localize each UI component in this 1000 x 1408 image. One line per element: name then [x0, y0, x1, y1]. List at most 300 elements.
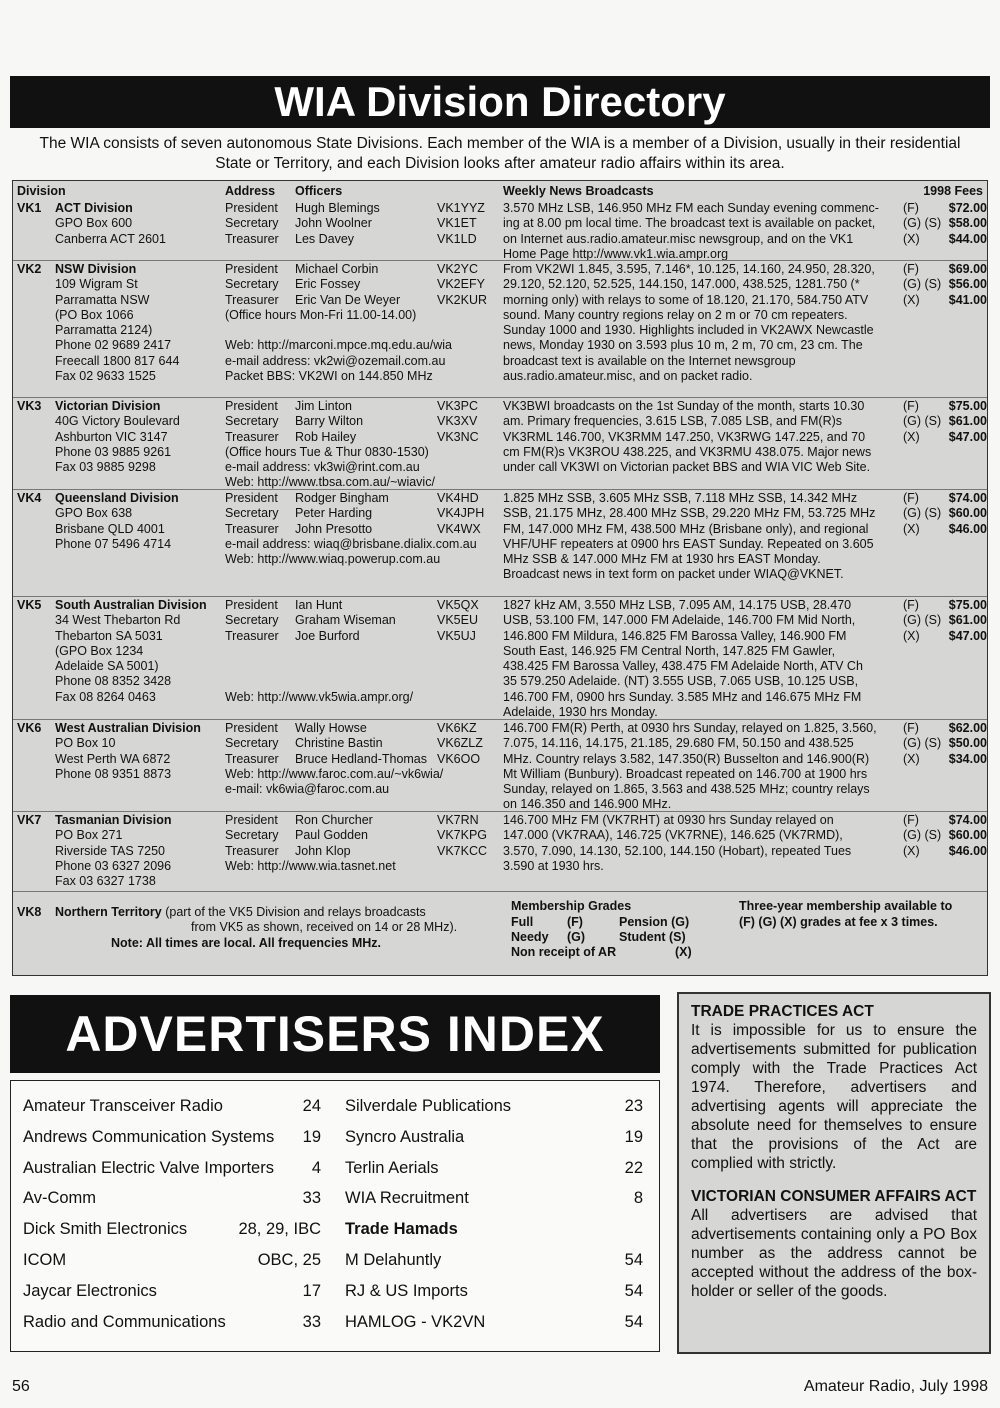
advertiser-row	[23, 1282, 321, 1313]
division-officers	[225, 813, 515, 874]
address-line: Phone 03 6327 2096	[55, 858, 172, 873]
division-address	[55, 491, 231, 552]
officer-role: President	[225, 201, 278, 215]
officer-callsign: VK7RN	[437, 813, 479, 827]
officer-callsign: VK1ET	[437, 216, 477, 231]
news-line: Broadcast news in text form on packet under WIAQ@VKNET.	[503, 567, 844, 582]
officer-callsign: VK6KZ	[437, 721, 477, 735]
officer-name: Ian Hunt	[295, 598, 343, 612]
fee-value: $69.00	[948, 262, 987, 276]
fee-value: $60.00	[948, 828, 987, 843]
division-officers	[225, 262, 515, 384]
fee-grade: (G) (S)	[903, 736, 942, 751]
advertiser-row	[23, 1251, 321, 1282]
contact-line	[225, 644, 515, 659]
officer-role: Secretary	[225, 736, 279, 751]
grade-pension: Pension (G)	[619, 915, 690, 929]
advertiser-page: 33	[302, 1189, 321, 1208]
three-year-line-1: Three-year membership available to	[739, 899, 953, 913]
division-name: NSW Division	[55, 262, 137, 276]
grade-student: Student (S)	[619, 930, 686, 944]
officer-name: Paul Godden	[295, 828, 368, 843]
division-officers	[225, 598, 515, 705]
division-separator	[13, 260, 987, 261]
contact-line: (Office hours Tue & Thur 0830-1530)	[225, 444, 429, 459]
division-separator	[13, 719, 987, 720]
header-officers: Officers	[295, 184, 343, 198]
fee-grade: (G) (S)	[903, 828, 942, 843]
officer-name: Barry Wilton	[295, 414, 364, 429]
address-line: Parramatta NSW	[55, 292, 150, 307]
advertiser-name: HAMLOG - VK2VN	[345, 1312, 486, 1331]
fee-row	[903, 736, 987, 751]
officer-name: Peter Harding	[295, 506, 373, 521]
advertiser-name: Terlin Aerials	[345, 1158, 439, 1177]
address-line: Adelaide SA 5001)	[55, 659, 159, 674]
officer-callsign: VK5EU	[437, 613, 478, 628]
address-line: Parramatta 2124)	[55, 323, 153, 338]
fee-value: $61.00	[948, 613, 987, 628]
advertiser-page: 54	[624, 1281, 643, 1300]
address-line: Phone 08 8352 3428	[55, 674, 172, 689]
address-line: 40G Victory Boulevard	[55, 414, 180, 429]
address-line: Phone 03 9885 9261	[55, 444, 172, 459]
officer-name: Rodger Bingham	[295, 491, 389, 505]
fee-row	[903, 293, 987, 308]
fee-value: $62.00	[948, 721, 987, 735]
advertiser-row	[23, 1313, 321, 1344]
contact-line: Packet BBS: VK2WI on 144.850 MHz	[225, 369, 433, 384]
news-line: broadcast text is available on the Internet newsgroup	[503, 353, 796, 368]
news-line: VK3RML 146.700, VK3RMM 147.250, VK3RWG 147.225, and 70	[503, 429, 866, 444]
fee-grade: (X)	[903, 292, 920, 307]
division-name: West Australian Division	[55, 721, 201, 735]
advertisers-title: ADVERTISERS INDEX	[10, 995, 660, 1073]
fee-row	[903, 262, 987, 277]
division-fees	[903, 399, 987, 445]
address-line: Ashburton VIC 3147	[55, 429, 168, 444]
fee-grade: (F)	[903, 399, 919, 413]
officer-row	[225, 844, 515, 859]
officer-callsign: VK3NC	[437, 429, 479, 444]
advertiser-page: 54	[624, 1312, 643, 1331]
magazine-issue: Amateur Radio, July 1998	[803, 1378, 988, 1395]
advertisers-left-column	[23, 1097, 321, 1343]
advertiser-page: 23	[624, 1097, 643, 1115]
fee-row	[903, 613, 987, 628]
division-code: VK1	[17, 201, 42, 215]
grade-needy: Needy	[511, 930, 549, 944]
officer-row	[225, 598, 515, 613]
trade-practices-text: It is impossible for us to ensure the advertisements submitted for publication comply with the Trade Practices Act 1974. Therefore, advertisers and advertising agents will appreciate the absolute need for themselves to ensure that the provisions of the Act are complied with strictly.	[691, 1022, 977, 1172]
advertiser-row	[23, 1159, 321, 1190]
division-news	[503, 399, 911, 475]
fee-row	[903, 399, 987, 414]
officer-name: Ron Churcher	[295, 813, 373, 827]
division-officers	[225, 399, 515, 491]
contact-line	[225, 323, 515, 338]
news-line: 35 579.250 Adelaide. (NT) 3.555 USB, 7.065 USB, 10.125 USB,	[503, 674, 859, 689]
news-line: 146.700 FM, 0900 hrs Sunday. 3.585 MHz and 146.675 MHz FM	[503, 689, 862, 704]
contact-line: Web: http://www.faroc.com.au/~vk6wia/	[225, 766, 444, 781]
address-line: 109 Wigram St	[55, 277, 138, 292]
division-separator	[13, 489, 987, 490]
fee-grade: (G) (S)	[903, 506, 942, 521]
division-fees	[903, 262, 987, 308]
legal-notice	[677, 992, 991, 1354]
advertisers-index	[10, 1080, 660, 1352]
division-separator	[13, 397, 987, 398]
division-separator	[13, 891, 987, 892]
officer-role: Secretary	[225, 613, 279, 628]
officer-name: Wally Howse	[295, 721, 367, 735]
advertiser-name: Andrews Communication Systems	[23, 1127, 275, 1146]
page-title: WIA Division Directory	[10, 76, 990, 128]
division-address	[55, 598, 231, 705]
division-name: Tasmanian Division	[55, 813, 172, 827]
news-line: 3.570, 7.090, 14.130, 52.100, 144.150 (Hobart), repeated Tues	[503, 843, 852, 858]
fee-value: $47.00	[948, 429, 987, 444]
advertiser-row	[345, 1159, 643, 1190]
address-line: Fax 03 9885 9298	[55, 460, 156, 475]
division-news	[503, 262, 911, 384]
division-name: Queensland Division	[55, 491, 179, 505]
contact-line: Web: http://marconi.mpce.mq.edu.au/wia	[225, 338, 452, 353]
officer-name: Eric Van De Weyer	[295, 292, 401, 307]
address-line: PO Box 10	[55, 736, 116, 751]
officer-role: Treasurer	[225, 231, 279, 246]
news-line: 1827 kHz AM, 3.550 MHz LSB, 7.095 AM, 14.175 USB, 28.470	[503, 598, 852, 612]
fee-row	[903, 721, 987, 736]
officer-name: Jim Linton	[295, 399, 352, 413]
fee-value: $44.00	[948, 231, 987, 246]
division-separator	[13, 811, 987, 812]
news-line: news, Monday 1930 on 3.593 plus 10 m, 2 m, 70 cm, 23 cm. The	[503, 338, 863, 353]
news-line: cm FM(R)s VK3ROU 438.225, and VK3RMU 438.075. Major news	[503, 444, 872, 459]
division-code: VK3	[17, 399, 42, 413]
advertiser-name: Australian Electric Valve Importers	[23, 1158, 274, 1177]
fee-row	[903, 201, 987, 216]
division-address	[55, 262, 231, 384]
fee-grade: (F)	[903, 813, 919, 827]
officer-role: President	[225, 262, 278, 276]
division-code: VK6	[17, 721, 42, 735]
officer-role: Treasurer	[225, 843, 279, 858]
news-line: Mt William (Bunbury). Broadcast repeated on 146.700 at 1900 hrs	[503, 766, 868, 781]
advertiser-row	[345, 1220, 643, 1251]
fee-value: $60.00	[948, 506, 987, 521]
advertiser-page: 8	[633, 1189, 643, 1208]
officer-role: Secretary	[225, 277, 279, 292]
fee-grade: (X)	[903, 843, 920, 858]
officer-row	[225, 262, 515, 277]
officer-row	[225, 506, 515, 521]
fee-grade: (X)	[903, 521, 920, 536]
division-address	[55, 201, 231, 247]
times-note: Note: All times are local. All frequencies MHz.	[111, 936, 381, 950]
page-number: 56	[12, 1378, 30, 1395]
fee-grade: (X)	[903, 751, 920, 766]
news-line: ing at 8.00 pm local time. The broadcast text is available on packet,	[503, 216, 876, 231]
news-line: aus.radio.amateur.misc, and on packet radio.	[503, 369, 753, 384]
fee-row	[903, 277, 987, 292]
grade-needy-code: (G)	[567, 930, 586, 944]
address-line: PO Box 271	[55, 828, 123, 843]
officer-row	[225, 491, 515, 506]
officer-name: Graham Wiseman	[295, 613, 396, 628]
officer-name: Joe Burford	[295, 628, 360, 643]
advertiser-page: 22	[624, 1158, 643, 1177]
officer-role: Treasurer	[225, 292, 279, 307]
officer-callsign: VK7KCC	[437, 843, 488, 858]
advertiser-name: RJ & US Imports	[345, 1281, 468, 1300]
division-name: South Australian Division	[55, 598, 207, 612]
officer-callsign: VK2EFY	[437, 277, 485, 292]
officer-row	[225, 828, 515, 843]
officer-callsign: VK3XV	[437, 414, 478, 429]
fee-grade: (F)	[903, 262, 919, 276]
fee-row	[903, 491, 987, 506]
contact-line: e-mail address: vk3wi@rint.com.au	[225, 460, 420, 475]
trade-practices-heading: TRADE PRACTICES ACT	[691, 1003, 874, 1020]
officer-role: President	[225, 399, 278, 413]
contact-line: Web: http://www.wia.tasnet.net	[225, 858, 396, 873]
news-line: 146.700 FM(R) Perth, at 0930 hrs Sunday, relayed on 1.825, 3.560,	[503, 721, 877, 735]
fee-value: $58.00	[948, 216, 987, 231]
contact-line: Web: http://www.vk5wia.ampr.org/	[225, 689, 414, 704]
officer-name: Christine Bastin	[295, 736, 383, 751]
fee-value: $50.00	[948, 736, 987, 751]
news-line: 438.425 FM Barossa Valley, 438.475 FM Adelaide North, ATV Ch	[503, 659, 863, 674]
advertiser-row	[23, 1220, 321, 1251]
officer-row	[225, 813, 515, 828]
fee-value: $72.00	[948, 201, 987, 215]
advertiser-name: Radio and Communications	[23, 1312, 226, 1331]
officer-callsign: VK6ZLZ	[437, 736, 483, 751]
address-line: (PO Box 1066	[55, 307, 134, 322]
officer-row	[225, 613, 515, 628]
officer-callsign: VK2KUR	[437, 292, 488, 307]
fee-value: $34.00	[948, 751, 987, 766]
news-line: 146.800 FM Mildura, 146.825 FM Barossa Valley, 146.900 FM	[503, 628, 847, 643]
advertiser-name: Av-Comm	[23, 1189, 97, 1208]
news-line: MHz. Country relays 3.582, 147.350(R) Busselton and 146.900(R)	[503, 751, 870, 766]
fee-grade: (X)	[903, 628, 920, 643]
officer-name: John Woolner	[295, 216, 372, 231]
division-officers	[225, 721, 515, 797]
officer-role: Secretary	[225, 506, 279, 521]
news-line: 147.000 (VK7RAA), 146.725 (VK7RNE), 146.625 (VK7RMD),	[503, 828, 843, 843]
fee-row	[903, 598, 987, 613]
advertiser-row	[345, 1313, 643, 1344]
division-fees	[903, 491, 987, 537]
advertiser-name: Jaycar Electronics	[23, 1281, 157, 1300]
contact-line: (Office hours Mon-Fri 11.00-14.00)	[225, 307, 417, 322]
fee-row	[903, 522, 987, 537]
news-line: 29.120, 52.120, 52.525, 144.150, 147.000, 438.525, 1281.750 (*	[503, 277, 860, 292]
officer-callsign: VK6OO	[437, 751, 481, 766]
fee-value: $61.00	[948, 414, 987, 429]
fee-row	[903, 414, 987, 429]
officer-callsign: VK4HD	[437, 491, 479, 505]
advertiser-page: 33	[302, 1312, 321, 1331]
grades-title: Membership Grades	[511, 899, 632, 913]
address-line: Phone 08 9351 8873	[55, 766, 172, 781]
news-line: 146.700 MHz FM (VK7RHT) at 0930 hrs Sunday relayed on	[503, 813, 834, 827]
advertisers-right-column	[345, 1097, 643, 1343]
advertiser-name: M Delahuntly	[345, 1250, 442, 1269]
officer-row	[225, 736, 515, 751]
news-line: 3.570 MHz LSB, 146.950 MHz FM each Sunday evening commenc-	[503, 201, 879, 215]
fee-row	[903, 506, 987, 521]
fee-grade: (X)	[903, 231, 920, 246]
officer-row	[225, 232, 515, 247]
address-line: West Perth WA 6872	[55, 751, 171, 766]
officer-callsign: VK4WX	[437, 521, 481, 536]
advertiser-row	[345, 1097, 643, 1128]
officer-callsign: VK2YC	[437, 262, 478, 276]
division-news	[503, 491, 911, 583]
officer-name: Eric Fossey	[295, 277, 361, 292]
fee-row	[903, 813, 987, 828]
address-line: Phone 07 5496 4714	[55, 536, 172, 551]
fee-grade: (F)	[903, 201, 919, 215]
officer-row	[225, 216, 515, 231]
news-line: MHz SSB & 147.000 MHz FM at 1930 hrs EAST Monday.	[503, 552, 821, 567]
news-line: From VK2WI 1.845, 3.595, 7.146*, 10.125, 14.160, 24.950, 28.320,	[503, 262, 875, 276]
officer-role: Treasurer	[225, 628, 279, 643]
officer-name: Rob Hailey	[295, 429, 357, 444]
header-fees: 1998 Fees	[923, 184, 983, 198]
officer-row	[225, 522, 515, 537]
fee-value: $75.00	[948, 399, 987, 413]
division-code: VK4	[17, 491, 42, 505]
officer-row	[225, 752, 515, 767]
division-news	[503, 598, 911, 720]
address-line: Canberra ACT 2601	[55, 231, 166, 246]
contact-line: Web: http://www.tbsa.com.au/~wiavic/	[225, 475, 435, 490]
division-officers	[225, 201, 515, 247]
grade-nonreceipt: Non receipt of AR	[511, 945, 617, 959]
officer-row	[225, 721, 515, 736]
officer-callsign: VK1YYZ	[437, 201, 485, 215]
division-separator	[13, 596, 987, 597]
contact-line: e-mail address: wiaq@brisbane.dialix.com.au	[225, 536, 477, 551]
news-line: USB, 53.100 FM, 147.000 FM Adelaide, 146.700 FM Mid North,	[503, 613, 856, 628]
advertiser-page: 24	[302, 1097, 321, 1115]
fee-value: $41.00	[948, 292, 987, 307]
three-year-line-2: (F) (G) (X) grades at fee x 3 times.	[739, 915, 938, 929]
officer-row	[225, 277, 515, 292]
advertiser-name: Silverdale Publications	[345, 1097, 512, 1115]
news-line: 7.075, 14.116, 14.175, 21.185, 29.680 FM, 50.150 and 438.525	[503, 736, 854, 751]
fee-grade: (G) (S)	[903, 277, 942, 292]
officer-role: Secretary	[225, 414, 279, 429]
consumer-affairs-text: All advertisers are advised that advertisements containing only a PO Box number as the address cannot be accepted without the address of the box-holder or seller of the goods.	[691, 1207, 977, 1300]
news-line: SSB, 21.175 MHz, 28.400 MHz SSB, 29.220 MHz FM, 53.725 MHz	[503, 506, 876, 521]
officer-row	[225, 430, 515, 445]
officer-callsign: VK3PC	[437, 399, 478, 413]
news-line: Sunday 1000 and 1930. Highlights included in VK2AWX Newcastle	[503, 323, 874, 338]
advertiser-page: 4	[311, 1158, 321, 1177]
news-line: Sunday, relayed on 1.865, 3.563 and 438.525 MHz; country relays	[503, 782, 870, 797]
address-line: GPO Box 638	[55, 506, 133, 521]
fee-row	[903, 828, 987, 843]
contact-line	[225, 674, 515, 689]
advertiser-row	[345, 1282, 643, 1313]
address-line: (GPO Box 1234	[55, 643, 144, 658]
fee-value: $47.00	[948, 628, 987, 643]
grade-nonreceipt-code: (X)	[675, 945, 692, 959]
division-news	[503, 721, 911, 813]
officer-name: John Klop	[295, 843, 351, 858]
vk8-text: (part of the VK5 Division and relays broadcasts	[165, 905, 426, 919]
fee-value: $74.00	[948, 491, 987, 505]
news-line: 3.590 at 1930 hrs.	[503, 858, 604, 873]
contact-line: e-mail: vk6wia@faroc.com.au	[225, 782, 390, 797]
advertiser-name: Dick Smith Electronics	[23, 1220, 188, 1239]
officer-role: Treasurer	[225, 751, 279, 766]
officer-callsign: VK5UJ	[437, 628, 476, 643]
officer-row	[225, 399, 515, 414]
officer-name: Michael Corbin	[295, 262, 379, 276]
intro-text: The WIA consists of seven autonomous State Divisions. Each member of the WIA is a member of a Division, usually in their residential State or Territory, and each Division looks after amateur radio affairs within its area.	[39, 135, 961, 172]
officer-row	[225, 201, 515, 216]
address-line: Riverside TAS 7250	[55, 843, 166, 858]
division-officers	[225, 491, 515, 567]
address-line: 34 West Thebarton Rd	[55, 613, 181, 628]
officer-name: John Presotto	[295, 521, 373, 536]
advertiser-row	[345, 1251, 643, 1282]
fee-grade: (X)	[903, 429, 920, 444]
header-division: Division	[17, 184, 66, 198]
division-news	[503, 813, 911, 874]
news-line: morning only) with relays to some of 18.120, 21.170, 584.750 ATV	[503, 292, 869, 307]
officer-name: Les Davey	[295, 231, 355, 246]
address-line: Fax 02 9633 1525	[55, 369, 156, 384]
fee-value: $56.00	[948, 277, 987, 292]
fee-row	[903, 430, 987, 445]
officer-row	[225, 293, 515, 308]
advertiser-row	[345, 1128, 643, 1159]
fee-row	[903, 844, 987, 859]
division-address	[55, 813, 231, 889]
advertiser-row	[345, 1189, 643, 1220]
fee-grade: (F)	[903, 491, 919, 505]
advertiser-row	[23, 1189, 321, 1220]
division-name: Northern Territory	[55, 905, 162, 919]
fee-grade: (F)	[903, 721, 919, 735]
division-code: VK2	[17, 262, 42, 276]
header-address: Address	[225, 184, 276, 198]
advertiser-name: Amateur Transceiver Radio	[23, 1097, 223, 1115]
division-address	[55, 399, 231, 475]
address-line: Fax 08 8264 0463	[55, 689, 156, 704]
officer-callsign: VK4JPH	[437, 506, 485, 521]
fee-grade: (F)	[903, 598, 919, 612]
officer-role: President	[225, 721, 278, 735]
officer-role: Secretary	[225, 216, 279, 231]
officer-role: Treasurer	[225, 429, 279, 444]
advertiser-row	[23, 1128, 321, 1159]
vk8-text-2: from VK5 as shown, received on 14 or 28 MHz).	[191, 920, 458, 934]
fee-row	[903, 629, 987, 644]
division-fees	[903, 813, 987, 859]
header-news: Weekly News Broadcasts	[503, 184, 654, 198]
fee-grade: (G) (S)	[903, 613, 942, 628]
news-line: on Internet aus.radio.amateur.misc newsgroup, and on the VK1	[503, 231, 854, 246]
contact-line: Web: http://www.wiaq.powerup.com.au	[225, 552, 441, 567]
